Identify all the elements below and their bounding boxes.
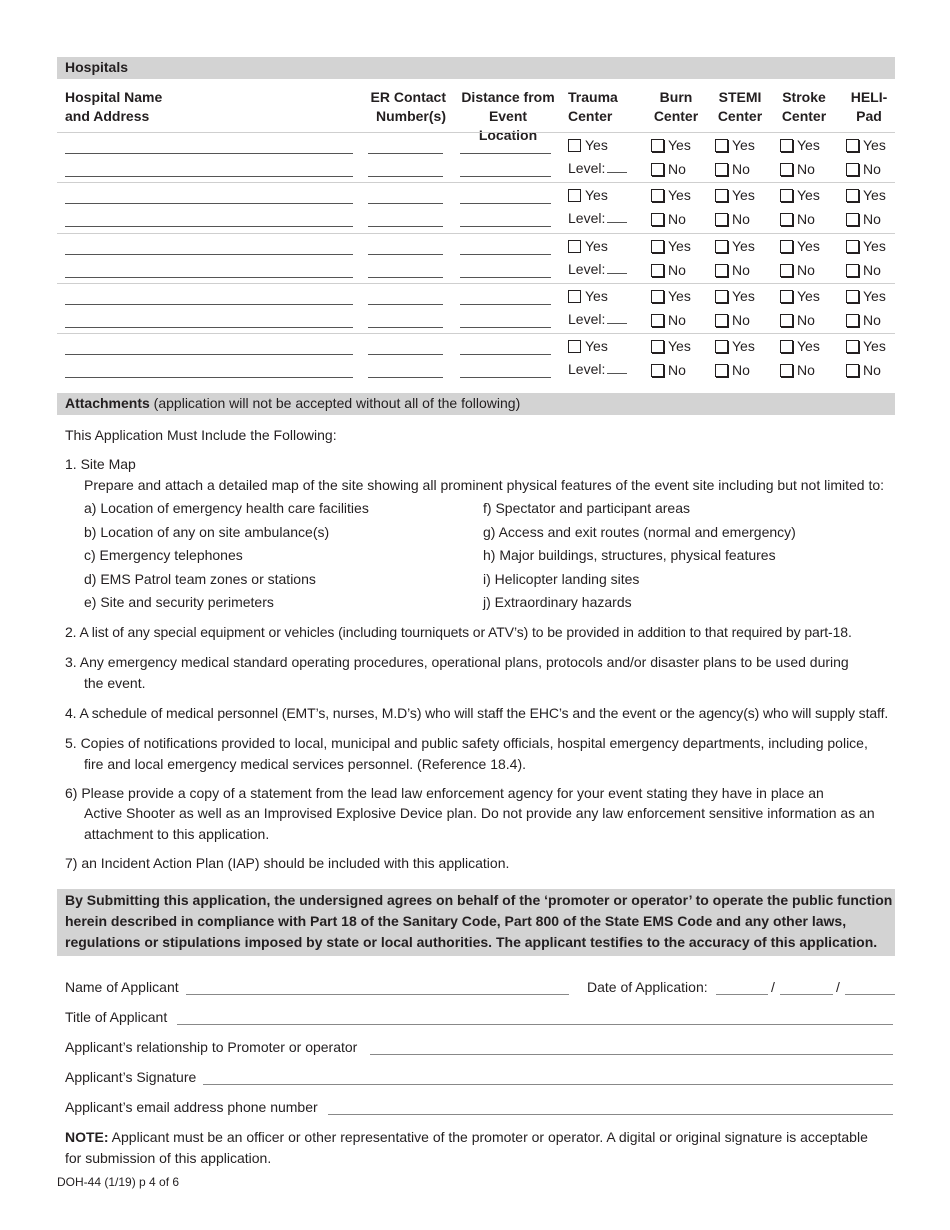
checkbox-label: No (668, 362, 686, 378)
level-label: Level: (568, 311, 606, 327)
stemi-no-checkbox[interactable] (715, 211, 750, 227)
trauma-yes-checkbox[interactable] (568, 137, 608, 153)
relationship-label: Applicant’s relationship to Promoter or operator (65, 1039, 358, 1055)
site-map-item: h) Major buildings, structures, physical features (483, 547, 776, 564)
checkbox-box[interactable] (715, 213, 728, 226)
stroke-yes-checkbox[interactable] (780, 288, 820, 304)
distance-field[interactable] (460, 304, 551, 305)
item-5-line-1: 5. Copies of notifications provided to local, municipal and public safety officials, hospital emergency departments, including police, (65, 735, 868, 751)
item-6-line-2: Active Shooter as well as an Improvised Explosive Device plan. Do not provide any law enforcement sensitive information as an (84, 805, 875, 821)
checkbox-box[interactable] (715, 290, 728, 303)
distance-field[interactable] (460, 277, 551, 278)
checkbox-label: Yes (668, 187, 691, 203)
checkbox-box[interactable] (846, 340, 859, 353)
trauma-yes-checkbox[interactable] (568, 187, 608, 203)
checkbox-label: No (732, 262, 750, 278)
checkbox-box[interactable] (715, 364, 728, 377)
checkbox-label: No (863, 362, 881, 378)
col-header-hospital-name (65, 88, 162, 126)
stroke-no-checkbox[interactable] (780, 312, 815, 328)
hospital-name-field[interactable] (65, 377, 353, 378)
checkbox-box[interactable] (780, 264, 793, 277)
burn-no-checkbox[interactable] (651, 161, 686, 177)
checkbox-box[interactable] (568, 189, 581, 202)
trauma-yes-checkbox[interactable] (568, 288, 608, 304)
checkbox-box[interactable] (568, 290, 581, 303)
checkbox-label: No (668, 211, 686, 227)
col-header-text: STEMI (718, 89, 762, 105)
checkbox-label: Yes (863, 238, 886, 254)
site-map-item: d) EMS Patrol team zones or stations (84, 570, 316, 587)
col-header-er-contact (366, 88, 446, 126)
note-label: NOTE: (65, 1129, 109, 1145)
site-map-item: a) Location of emergency health care facilities (84, 500, 369, 516)
col-header-stroke (776, 88, 832, 126)
er-contact-field[interactable] (368, 254, 443, 255)
checkbox-label: Yes (585, 137, 608, 153)
level-input-line[interactable] (607, 210, 627, 223)
col-header-burn (648, 88, 704, 126)
checkbox-box[interactable] (651, 139, 664, 152)
checkbox-box[interactable] (651, 213, 664, 226)
name-field[interactable] (186, 994, 569, 995)
stemi-no-checkbox[interactable] (715, 262, 750, 278)
level-input-line[interactable] (607, 261, 627, 274)
distance-field[interactable] (460, 354, 551, 355)
checkbox-box[interactable] (715, 340, 728, 353)
item-2: 2. A list of any special equipment or vehicles (including tourniquets or ATV’s) to be provided in addition to that required by part-18. (65, 624, 852, 640)
checkbox-box[interactable] (568, 340, 581, 353)
stroke-yes-checkbox[interactable] (780, 187, 820, 203)
checkbox-label: Yes (668, 338, 691, 354)
item-1-description: Prepare and attach a detailed map of the site showing all prominent physical features of the event site including but not limited to: (84, 477, 885, 493)
col-header-text: Hospital Name (65, 89, 163, 105)
hospital-name-field[interactable] (65, 153, 353, 154)
hospital-name-field[interactable] (65, 203, 353, 204)
checkbox-label: No (863, 262, 881, 278)
hospital-name-field[interactable] (65, 226, 353, 227)
checkbox-label: No (797, 362, 815, 378)
col-header-text: Center (717, 108, 763, 124)
stemi-yes-checkbox[interactable] (715, 288, 755, 304)
checkbox-label: Yes (585, 238, 608, 254)
checkbox-label: Yes (668, 137, 691, 153)
date-day-field[interactable] (780, 994, 833, 995)
checkbox-label: Yes (732, 288, 755, 304)
checkbox-box[interactable] (715, 189, 728, 202)
er-contact-field[interactable] (368, 304, 443, 305)
checkbox-box[interactable] (780, 340, 793, 353)
checkbox-label: Yes (863, 338, 886, 354)
checkbox-label: No (863, 312, 881, 328)
item-6-line-3: attachment to this application. (84, 826, 270, 842)
helipad-yes-checkbox[interactable] (846, 187, 886, 203)
checkbox-label: No (732, 161, 750, 177)
checkbox-box[interactable] (715, 314, 728, 327)
hospital-name-field[interactable] (65, 327, 353, 328)
checkbox-box[interactable] (846, 364, 859, 377)
level-label: Level: (568, 210, 606, 226)
burn-yes-checkbox[interactable] (651, 338, 691, 354)
name-label: Name of Applicant (65, 979, 179, 995)
stroke-no-checkbox[interactable] (780, 211, 815, 227)
col-header-text: Number(s) (375, 108, 446, 124)
checkbox-label: No (732, 211, 750, 227)
er-contact-field[interactable] (368, 226, 443, 227)
title-label: Title of Applicant (65, 1009, 168, 1025)
item-7: 7) an Incident Action Plan (IAP) should be included with this application. (65, 855, 510, 871)
checkbox-box[interactable] (651, 189, 664, 202)
burn-no-checkbox[interactable] (651, 211, 686, 227)
burn-no-checkbox[interactable] (651, 262, 686, 278)
site-map-item: f) Spectator and participant areas (483, 500, 691, 516)
checkbox-label: Yes (668, 288, 691, 304)
er-contact-field[interactable] (368, 327, 443, 328)
agreement-line-1: By Submitting this application, the undersigned agrees on behalf of the ‘promoter or operator’ to operate the public function (65, 892, 893, 908)
stroke-no-checkbox[interactable] (780, 262, 815, 278)
helipad-yes-checkbox[interactable] (846, 338, 886, 354)
signature-field[interactable] (203, 1084, 893, 1085)
note-line-2: for submission of this application. (65, 1150, 272, 1166)
helipad-yes-checkbox[interactable] (846, 238, 886, 254)
col-header-text: Distance from (461, 89, 555, 105)
item-3-line-1: 3. Any emergency medical standard operating procedures, operational plans, protocols and/or disaster plans to be used during (65, 654, 849, 670)
burn-no-checkbox[interactable] (651, 362, 686, 378)
email-phone-field[interactable] (328, 1114, 893, 1115)
er-contact-field[interactable] (368, 176, 443, 177)
helipad-no-checkbox[interactable] (846, 362, 881, 378)
checkbox-label: Yes (863, 288, 886, 304)
checkbox-box[interactable] (715, 240, 728, 253)
distance-field[interactable] (460, 176, 551, 177)
checkbox-label: No (668, 161, 686, 177)
col-header-text: Stroke (782, 89, 826, 105)
site-map-item: g) Access and exit routes (normal and emergency) (483, 523, 796, 540)
trauma-yes-checkbox[interactable] (568, 338, 608, 354)
hospital-name-field[interactable] (65, 277, 353, 278)
trauma-level-field[interactable] (568, 361, 627, 377)
stroke-no-checkbox[interactable] (780, 362, 815, 378)
checkbox-label: No (732, 362, 750, 378)
checkbox-box[interactable] (846, 264, 859, 277)
checkbox-box[interactable] (651, 314, 664, 327)
distance-field[interactable] (460, 327, 551, 328)
distance-field[interactable] (460, 203, 551, 204)
stemi-yes-checkbox[interactable] (715, 238, 755, 254)
col-header-text: Pad (856, 108, 882, 124)
stemi-no-checkbox[interactable] (715, 312, 750, 328)
item-6-line-1: 6) Please provide a copy of a statement from the lead law enforcement agency for your event stating they have in place an (65, 785, 824, 801)
checkbox-box[interactable] (651, 364, 664, 377)
distance-field[interactable] (460, 153, 551, 154)
col-header-text: HELI- (850, 89, 888, 105)
level-label: Level: (568, 160, 606, 176)
col-header-text: Center (781, 108, 827, 124)
checkbox-box[interactable] (651, 240, 664, 253)
col-header-text: and Address (65, 108, 150, 124)
checkbox-label: No (668, 262, 686, 278)
checkbox-box[interactable] (780, 290, 793, 303)
checkbox-box[interactable] (780, 364, 793, 377)
item-3-line-2: the event. (84, 675, 146, 691)
checkbox-box[interactable] (846, 189, 859, 202)
hospitals-title: Hospitals (65, 59, 129, 75)
checkbox-label: No (732, 312, 750, 328)
checkbox-box[interactable] (568, 240, 581, 253)
attachments-intro: This Application Must Include the Following: (65, 427, 337, 443)
helipad-yes-checkbox[interactable] (846, 137, 886, 153)
checkbox-box[interactable] (651, 340, 664, 353)
burn-yes-checkbox[interactable] (651, 238, 691, 254)
checkbox-box[interactable] (780, 139, 793, 152)
checkbox-label: Yes (732, 238, 755, 254)
checkbox-label: Yes (797, 338, 820, 354)
col-header-text: Center (653, 108, 699, 124)
title-field[interactable] (177, 1024, 893, 1025)
checkbox-box[interactable] (780, 189, 793, 202)
checkbox-label: Yes (797, 187, 820, 203)
date-year-field[interactable] (845, 994, 895, 995)
checkbox-label: Yes (585, 187, 608, 203)
item-4: 4. A schedule of medical personnel (EMT’s, nurses, M.D’s) who will staff the EHC’s and the event or the agency(s) who will supply staff. (65, 705, 889, 721)
burn-yes-checkbox[interactable] (651, 137, 691, 153)
checkbox-label: No (797, 211, 815, 227)
col-header-text: Event Location (478, 108, 538, 143)
checkbox-label: Yes (797, 137, 820, 153)
site-map-item: e) Site and security perimeters (84, 594, 274, 611)
level-input-line[interactable] (607, 311, 627, 324)
level-label: Level: (568, 361, 606, 377)
er-contact-field[interactable] (368, 377, 443, 378)
checkbox-box[interactable] (651, 163, 664, 176)
checkbox-box[interactable] (715, 163, 728, 176)
checkbox-box[interactable] (780, 163, 793, 176)
signature-label: Applicant’s Signature (65, 1069, 197, 1085)
site-map-item: b) Location of any on site ambulance(s) (84, 523, 330, 540)
checkbox-label: No (797, 262, 815, 278)
checkbox-box[interactable] (780, 213, 793, 226)
date-separator: / (771, 979, 775, 995)
hospital-name-field[interactable] (65, 176, 353, 177)
footer-form-id: DOH-44 (1/19) p 4 of 6 (57, 1175, 180, 1189)
checkbox-box[interactable] (568, 139, 581, 152)
er-contact-field[interactable] (368, 153, 443, 154)
col-header-text: ER Contact (370, 89, 446, 105)
burn-yes-checkbox[interactable] (651, 288, 691, 304)
er-contact-field[interactable] (368, 277, 443, 278)
hospital-name-field[interactable] (65, 354, 353, 355)
stroke-no-checkbox[interactable] (780, 161, 815, 177)
checkbox-box[interactable] (846, 213, 859, 226)
agreement-line-2: herein described in compliance with Part 18 of the Sanitary Code, Part 800 of the State EMS Code and any other laws, (65, 913, 847, 929)
checkbox-label: No (797, 161, 815, 177)
hospitals-section-header (57, 57, 895, 79)
stroke-yes-checkbox[interactable] (780, 338, 820, 354)
trauma-level-field[interactable] (568, 311, 627, 327)
checkbox-label: No (797, 312, 815, 328)
checkbox-label: No (863, 161, 881, 177)
stemi-no-checkbox[interactable] (715, 362, 750, 378)
distance-field[interactable] (460, 377, 551, 378)
level-input-line[interactable] (607, 160, 627, 173)
checkbox-box[interactable] (846, 290, 859, 303)
col-header-text: Trauma (568, 89, 618, 105)
stemi-yes-checkbox[interactable] (715, 137, 755, 153)
distance-field[interactable] (460, 226, 551, 227)
checkbox-label: No (863, 211, 881, 227)
col-header-text: Center (568, 108, 613, 124)
checkbox-box[interactable] (780, 240, 793, 253)
checkbox-label: Yes (863, 187, 886, 203)
checkbox-box[interactable] (651, 290, 664, 303)
helipad-no-checkbox[interactable] (846, 211, 881, 227)
checkbox-label: Yes (863, 137, 886, 153)
checkbox-label: Yes (797, 288, 820, 304)
checkbox-label: Yes (797, 238, 820, 254)
checkbox-box[interactable] (651, 264, 664, 277)
checkbox-label: Yes (732, 187, 755, 203)
checkbox-box[interactable] (715, 264, 728, 277)
site-map-item: i) Helicopter landing sites (483, 570, 640, 587)
trauma-level-field[interactable] (568, 210, 627, 226)
attachments-heading (65, 395, 520, 411)
level-label: Level: (568, 261, 606, 277)
col-header-helipad (842, 88, 896, 126)
helipad-no-checkbox[interactable] (846, 161, 881, 177)
burn-no-checkbox[interactable] (651, 312, 686, 328)
date-month-field[interactable] (716, 994, 768, 995)
helipad-yes-checkbox[interactable] (846, 288, 886, 304)
checkbox-label: Yes (585, 288, 608, 304)
checkbox-box[interactable] (846, 240, 859, 253)
site-map-item: c) Emergency telephones (84, 547, 243, 564)
checkbox-box[interactable] (780, 314, 793, 327)
checkbox-box[interactable] (846, 163, 859, 176)
date-separator: / (836, 979, 840, 995)
date-label: Date of Application: (587, 979, 708, 995)
stroke-yes-checkbox[interactable] (780, 238, 820, 254)
attachments-subtitle: (application will not be accepted without all of the following) (149, 395, 521, 411)
note-line-1 (65, 1127, 868, 1147)
checkbox-box[interactable] (846, 139, 859, 152)
distance-field[interactable] (460, 254, 551, 255)
hospital-name-field[interactable] (65, 254, 353, 255)
stemi-yes-checkbox[interactable] (715, 187, 755, 203)
col-header-trauma (568, 88, 618, 126)
note-text: Applicant must be an officer or other representative of the promoter or operator. A digital or original signature is acceptable (108, 1129, 868, 1145)
checkbox-label: No (668, 312, 686, 328)
checkbox-box[interactable] (715, 139, 728, 152)
item-1-title: 1. Site Map (65, 456, 136, 472)
site-map-item: j) Extraordinary hazards (483, 594, 632, 611)
helipad-no-checkbox[interactable] (846, 312, 881, 328)
relationship-field[interactable] (370, 1054, 893, 1055)
checkbox-label: Yes (585, 338, 608, 354)
stemi-yes-checkbox[interactable] (715, 338, 755, 354)
helipad-no-checkbox[interactable] (846, 262, 881, 278)
stroke-yes-checkbox[interactable] (780, 137, 820, 153)
er-contact-field[interactable] (368, 354, 443, 355)
er-contact-field[interactable] (368, 203, 443, 204)
checkbox-label: Yes (668, 238, 691, 254)
burn-yes-checkbox[interactable] (651, 187, 691, 203)
email-label: Applicant’s email address phone number (65, 1099, 318, 1115)
item-5-line-2: fire and local emergency medical services personnel. (Reference 18.4). (84, 756, 526, 772)
hospital-name-field[interactable] (65, 304, 353, 305)
trauma-level-field[interactable] (568, 160, 627, 176)
attachments-section-header (57, 393, 895, 415)
attachments-title: Attachments (65, 395, 150, 411)
agreement-box (57, 889, 895, 956)
checkbox-label: Yes (732, 338, 755, 354)
level-input-line[interactable] (607, 361, 627, 374)
trauma-level-field[interactable] (568, 261, 627, 277)
checkbox-box[interactable] (846, 314, 859, 327)
checkbox-label: Yes (732, 137, 755, 153)
col-header-stemi (712, 88, 768, 126)
stemi-no-checkbox[interactable] (715, 161, 750, 177)
col-header-text: Burn (659, 89, 693, 105)
agreement-line-3: regulations or stipulations imposed by state or local authorities. The applicant testifies to the accuracy of this application. (65, 934, 878, 950)
trauma-yes-checkbox[interactable] (568, 238, 608, 254)
